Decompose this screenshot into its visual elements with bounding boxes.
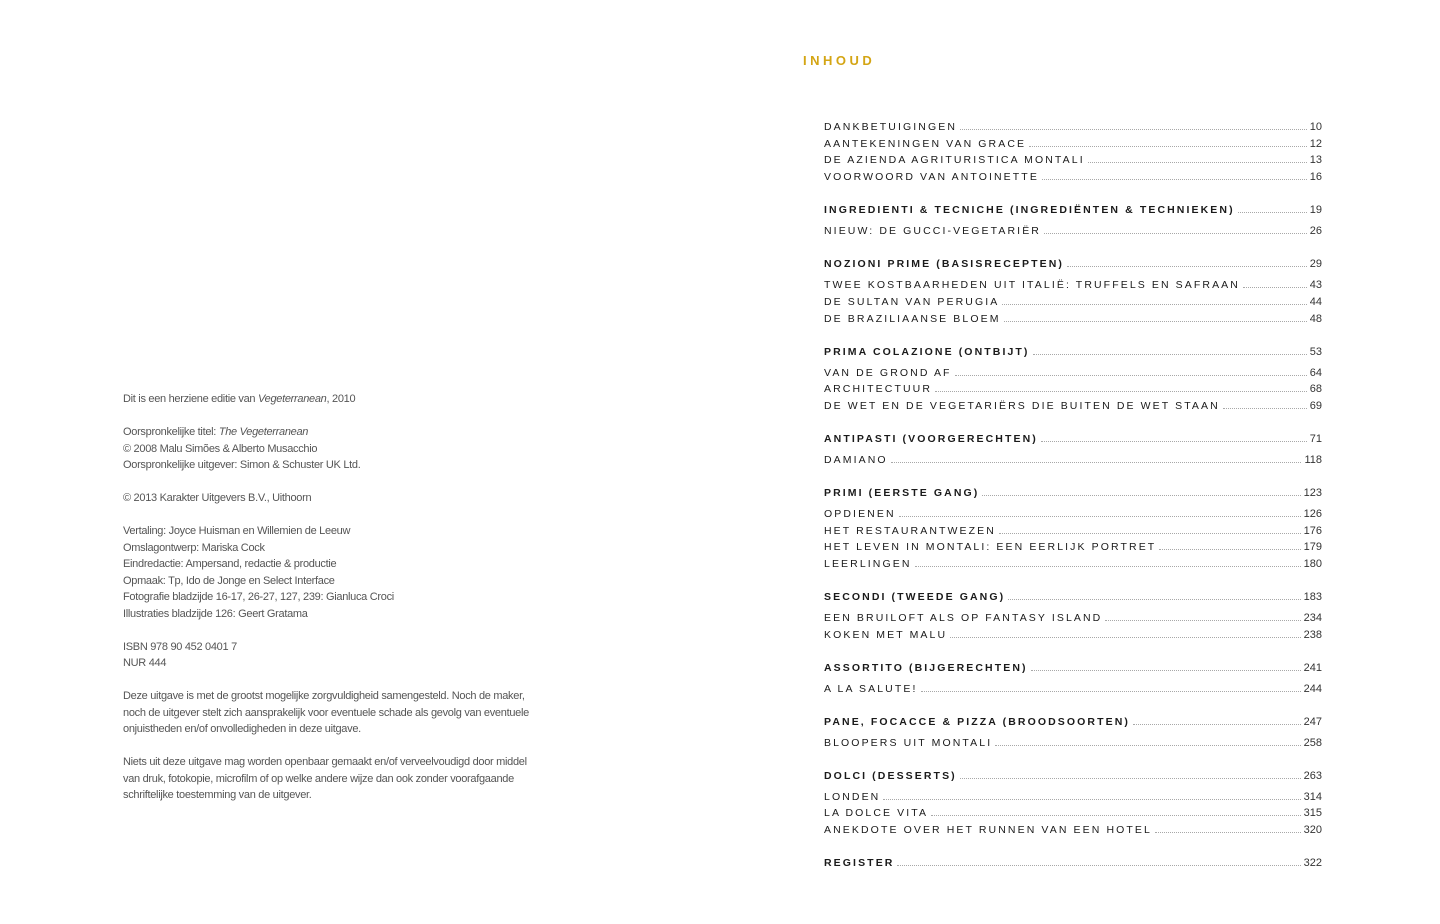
colophon-text: Oorspronkelijke uitgever: Simon & Schuster UK Ltd. — [123, 459, 361, 471]
toc-entry — [824, 275, 1322, 291]
colophon-line — [123, 606, 583, 623]
toc-chapter-entry — [824, 853, 1322, 869]
toc-entry-page: 180 — [1303, 558, 1322, 570]
toc-dot-leader — [995, 745, 1300, 746]
colophon-line — [123, 589, 583, 606]
toc-entry — [824, 554, 1322, 570]
toc-dot-leader — [1029, 146, 1307, 147]
toc-heading: INHOUD — [803, 53, 876, 68]
toc-entry-page: 12 — [1309, 137, 1322, 150]
toc-entry-page: 244 — [1303, 682, 1322, 695]
toc-entry-page: 241 — [1303, 661, 1322, 674]
colophon-line — [123, 688, 583, 705]
toc-entry-title: DE SULTAN VAN PERUGIA — [824, 295, 1000, 308]
toc-entry — [824, 787, 1322, 803]
toc-dot-leader — [899, 516, 1301, 517]
toc-entry-title: ANEKDOTE OVER HET RUNNEN VAN EEN HOTEL — [824, 824, 1152, 837]
colophon-block — [123, 424, 583, 474]
colophon-text: onjuistheden en/of onvolledigheden in deze uitgave. — [123, 723, 361, 735]
colophon-text: © 2008 Malu Simões & Alberto Musacchio — [123, 442, 318, 455]
toc-dot-leader — [1031, 670, 1301, 671]
toc-entry — [824, 379, 1322, 395]
toc-dot-leader — [891, 462, 1302, 463]
colophon-text: Omslagontwerp: Mariska Cock — [123, 541, 265, 554]
colophon-text: , 2010 — [326, 393, 356, 405]
colophon-block — [123, 754, 583, 804]
toc-dot-leader — [1004, 321, 1307, 322]
colophon-line — [123, 705, 583, 722]
colophon-line — [123, 787, 583, 804]
toc-entry-page: 126 — [1303, 507, 1322, 520]
toc-entry-page: 64 — [1309, 366, 1322, 379]
toc-entry-page: 53 — [1309, 345, 1322, 358]
toc-entry-page: 322 — [1303, 857, 1322, 870]
toc-entry-page: 16 — [1309, 171, 1322, 184]
toc-dot-leader — [960, 778, 1301, 779]
toc-entry — [824, 396, 1322, 412]
toc-dot-leader — [999, 533, 1301, 534]
colophon-text: ISBN 978 90 452 0401 7 — [123, 640, 237, 653]
colophon-text: Deze uitgave is met de grootst mogelijke zorgvuldigheid samengesteld. Noch de maker, — [123, 690, 525, 702]
toc-entry-title: NOZIONI PRIME (BASISRECEPTEN) — [824, 258, 1064, 271]
toc-entry-title: DE AZIENDA AGRITURISTICA MONTALI — [824, 154, 1085, 167]
toc-entry — [824, 363, 1322, 379]
toc-entry-page: 123 — [1303, 486, 1322, 499]
toc-entry-title: KOKEN MET MALU — [824, 628, 948, 641]
toc-dot-leader — [950, 637, 1300, 638]
colophon-block — [123, 639, 583, 672]
toc-entry-title: LONDEN — [824, 790, 881, 803]
toc-entry-page: 183 — [1303, 591, 1322, 603]
colophon-text: Opmaak: Tp, Ido de Jonge en Select Interface — [123, 574, 335, 587]
toc-entry — [824, 309, 1322, 325]
toc-chapter-entry — [824, 200, 1322, 216]
toc-entry-title: DANKBETUIGINGEN — [824, 121, 958, 133]
colophon-text: Vertaling: Joyce Huisman en Willemien de Leeuw — [123, 525, 351, 537]
colophon-text: Eindredactie: Ampersand, redactie & productie — [123, 558, 337, 570]
toc-dot-leader — [1008, 599, 1300, 600]
toc-dot-leader — [955, 375, 1307, 376]
toc-entry-title: AANTEKENINGEN VAN GRACE — [824, 137, 1027, 150]
toc-dot-leader — [1155, 832, 1301, 833]
toc-entry-page: 68 — [1309, 383, 1322, 396]
colophon-title-italic: The Vegeterranean — [218, 426, 309, 438]
toc-dot-leader — [1223, 408, 1307, 409]
toc-entry-page: 314 — [1303, 790, 1322, 803]
toc-dot-leader — [1033, 354, 1307, 355]
toc-entry — [824, 625, 1322, 641]
colophon-block — [123, 523, 583, 622]
toc-entry-page: 71 — [1309, 432, 1322, 445]
colophon-block — [123, 391, 583, 408]
colophon-line — [123, 573, 583, 590]
toc-chapter-entry — [824, 587, 1322, 603]
colophon — [123, 391, 583, 820]
toc-chapter-entry — [824, 658, 1322, 674]
toc-entry-page: 44 — [1309, 295, 1322, 308]
toc-chapter-entry — [824, 766, 1322, 782]
colophon-line — [123, 771, 583, 788]
toc-entry-title: SECONDI (TWEEDE GANG) — [824, 591, 1006, 603]
toc-entry-page: 263 — [1303, 769, 1322, 782]
colophon-block — [123, 688, 583, 738]
toc-entry — [824, 537, 1322, 553]
toc-entry — [824, 117, 1322, 133]
toc-entry — [824, 150, 1322, 166]
colophon-text: NUR 444 — [123, 657, 167, 669]
toc-entry-page: 48 — [1309, 312, 1322, 325]
toc-entry-title: HET RESTAURANTWEZEN — [824, 524, 996, 537]
colophon-line — [123, 457, 583, 474]
toc-entry-page: 176 — [1303, 524, 1322, 537]
toc-entry-page: 69 — [1309, 399, 1322, 412]
toc-entry — [824, 167, 1322, 183]
toc-entry-title: PANE, FOCACCE & PIZZA (BROODSOORTEN) — [824, 715, 1131, 728]
colophon-line — [123, 441, 583, 458]
toc-dot-leader — [931, 815, 1301, 816]
toc-dot-leader — [1159, 549, 1300, 550]
toc-entry-page: 10 — [1309, 121, 1322, 133]
toc-entry-page: 26 — [1309, 225, 1322, 238]
colophon-line — [123, 540, 583, 557]
colophon-block — [123, 490, 583, 507]
toc-entry-title: INGREDIENTI & TECNICHE (INGREDIËNTEN & TECHNIEKEN) — [824, 204, 1235, 217]
toc-dot-leader — [1238, 212, 1307, 213]
colophon-line — [123, 754, 583, 771]
toc-entry — [824, 679, 1322, 695]
toc-entry-page: 179 — [1303, 541, 1322, 554]
colophon-text: Illustraties bladzijde 126: Geert Gratama — [123, 607, 308, 620]
toc-entry-page: 247 — [1303, 715, 1322, 728]
toc-entry-title: A LA SALUTE! — [824, 682, 918, 695]
toc-entry-page: 13 — [1309, 154, 1322, 167]
toc-entry-page: 320 — [1303, 824, 1322, 837]
toc-entry-title: ARCHITECTUUR — [824, 383, 933, 396]
toc-chapter-entry — [824, 342, 1322, 358]
colophon-text: Dit is een herziene editie van — [123, 393, 259, 405]
toc-entry-page: 315 — [1303, 807, 1322, 820]
toc-chapter-entry — [824, 483, 1322, 499]
toc-entry — [824, 733, 1322, 749]
toc-entry — [824, 521, 1322, 537]
toc-dot-leader — [1002, 304, 1306, 305]
toc-dot-leader — [960, 129, 1307, 130]
toc-entry-title: TWEE KOSTBAARHEDEN UIT ITALIË: TRUFFELS EN SAFRAAN — [824, 279, 1240, 292]
toc-entry-title: ANTIPASTI (VOORGERECHTEN) — [824, 432, 1038, 445]
toc-chapter-entry — [824, 429, 1322, 445]
colophon-title-italic: Vegeterranean — [258, 393, 327, 405]
toc-dot-leader — [1042, 179, 1307, 180]
colophon-line — [123, 523, 583, 540]
toc-dot-leader — [1133, 724, 1301, 725]
toc-entry-page: 19 — [1309, 204, 1322, 217]
toc-entry — [824, 221, 1322, 237]
toc-entry-title: PRIMI (EERSTE GANG) — [824, 486, 980, 499]
toc-dot-leader — [921, 691, 1301, 692]
toc-entry-title: NIEUW: DE GUCCI-VEGETARIËR — [824, 225, 1041, 238]
toc-dot-leader — [935, 391, 1307, 392]
colophon-text: noch de uitgever stelt zich aansprakelijk voor eventuele schade als gevolg van eventuele — [123, 706, 529, 719]
toc-entry — [824, 820, 1322, 836]
toc-entry-title: BLOOPERS UIT MONTALI — [824, 736, 993, 749]
colophon-text: © 2013 Karakter Uitgevers B.V., Uithoorn — [123, 492, 312, 504]
toc-entry-title: HET LEVEN IN MONTALI: EEN EERLIJK PORTRET — [824, 541, 1157, 554]
toc-dot-leader — [1044, 233, 1307, 234]
toc-dot-leader — [897, 865, 1300, 866]
toc-entry-page: 43 — [1309, 279, 1322, 292]
toc-entry — [824, 803, 1322, 819]
colophon-text: van druk, fotokopie, microfilm of op welke andere wijze dan ook zonder voorafgaande — [123, 772, 514, 785]
toc-dot-leader — [883, 799, 1300, 800]
toc-entry-title: LA DOLCE VITA — [824, 807, 929, 820]
toc-entry-page: 29 — [1309, 258, 1322, 271]
toc-dot-leader — [1067, 266, 1307, 267]
toc-entry-page: 118 — [1304, 453, 1322, 466]
toc-entry — [824, 608, 1322, 624]
toc-chapter-entry — [824, 712, 1322, 728]
toc-entry-title: VAN DE GROND AF — [824, 366, 952, 379]
toc-entry-title: ASSORTITO (BIJGERECHTEN) — [824, 661, 1028, 674]
colophon-line — [123, 424, 583, 441]
colophon-line — [123, 490, 583, 507]
colophon-line — [123, 556, 583, 573]
toc-entry — [824, 450, 1322, 466]
colophon-line — [123, 721, 583, 738]
toc-dot-leader — [1243, 287, 1307, 288]
toc-dot-leader — [1088, 162, 1307, 163]
toc-entry-page: 234 — [1303, 612, 1322, 624]
toc-entry-title: PRIMA COLAZIONE (ONTBIJT) — [824, 345, 1030, 358]
colophon-text: Oorspronkelijke titel: — [123, 426, 219, 438]
toc-chapter-entry — [824, 254, 1322, 270]
toc-dot-leader — [1041, 441, 1307, 442]
toc-entry-title: VOORWOORD VAN ANTOINETTE — [824, 171, 1039, 184]
colophon-line — [123, 655, 583, 672]
colophon-text: schriftelijke toestemming van de uitgever. — [123, 789, 312, 801]
toc-entry — [824, 504, 1322, 520]
toc-entry-title: LEERLINGEN — [824, 558, 912, 570]
toc-dot-leader — [982, 495, 1300, 496]
toc-entry-title: DE BRAZILIAANSE BLOEM — [824, 312, 1001, 325]
colophon-text: Fotografie bladzijde 16-17, 26-27, 127, 239: Gianluca Croci — [123, 591, 394, 603]
toc-entry-title: DOLCI (DESSERTS) — [824, 769, 957, 782]
toc-entry-page: 258 — [1303, 736, 1322, 749]
toc-dot-leader — [1105, 620, 1300, 621]
colophon-line — [123, 391, 583, 408]
toc-entry-title: DAMIANO — [824, 453, 888, 466]
toc-entry-title: REGISTER — [824, 857, 895, 870]
toc-dot-leader — [915, 566, 1301, 567]
toc-entry — [824, 134, 1322, 150]
toc-entry-title: DE WET EN DE VEGETARIËRS DIE BUITEN DE WET STAAN — [824, 399, 1220, 412]
toc-entry-title: EEN BRUILOFT ALS OP FANTASY ISLAND — [824, 612, 1103, 624]
toc-entry-page: 238 — [1303, 628, 1322, 641]
toc-entry-title: OPDIENEN — [824, 507, 896, 520]
toc-entry — [824, 292, 1322, 308]
colophon-line — [123, 639, 583, 656]
colophon-text: Niets uit deze uitgave mag worden openbaar gemaakt en/of verveelvoudigd door middel — [123, 756, 527, 768]
